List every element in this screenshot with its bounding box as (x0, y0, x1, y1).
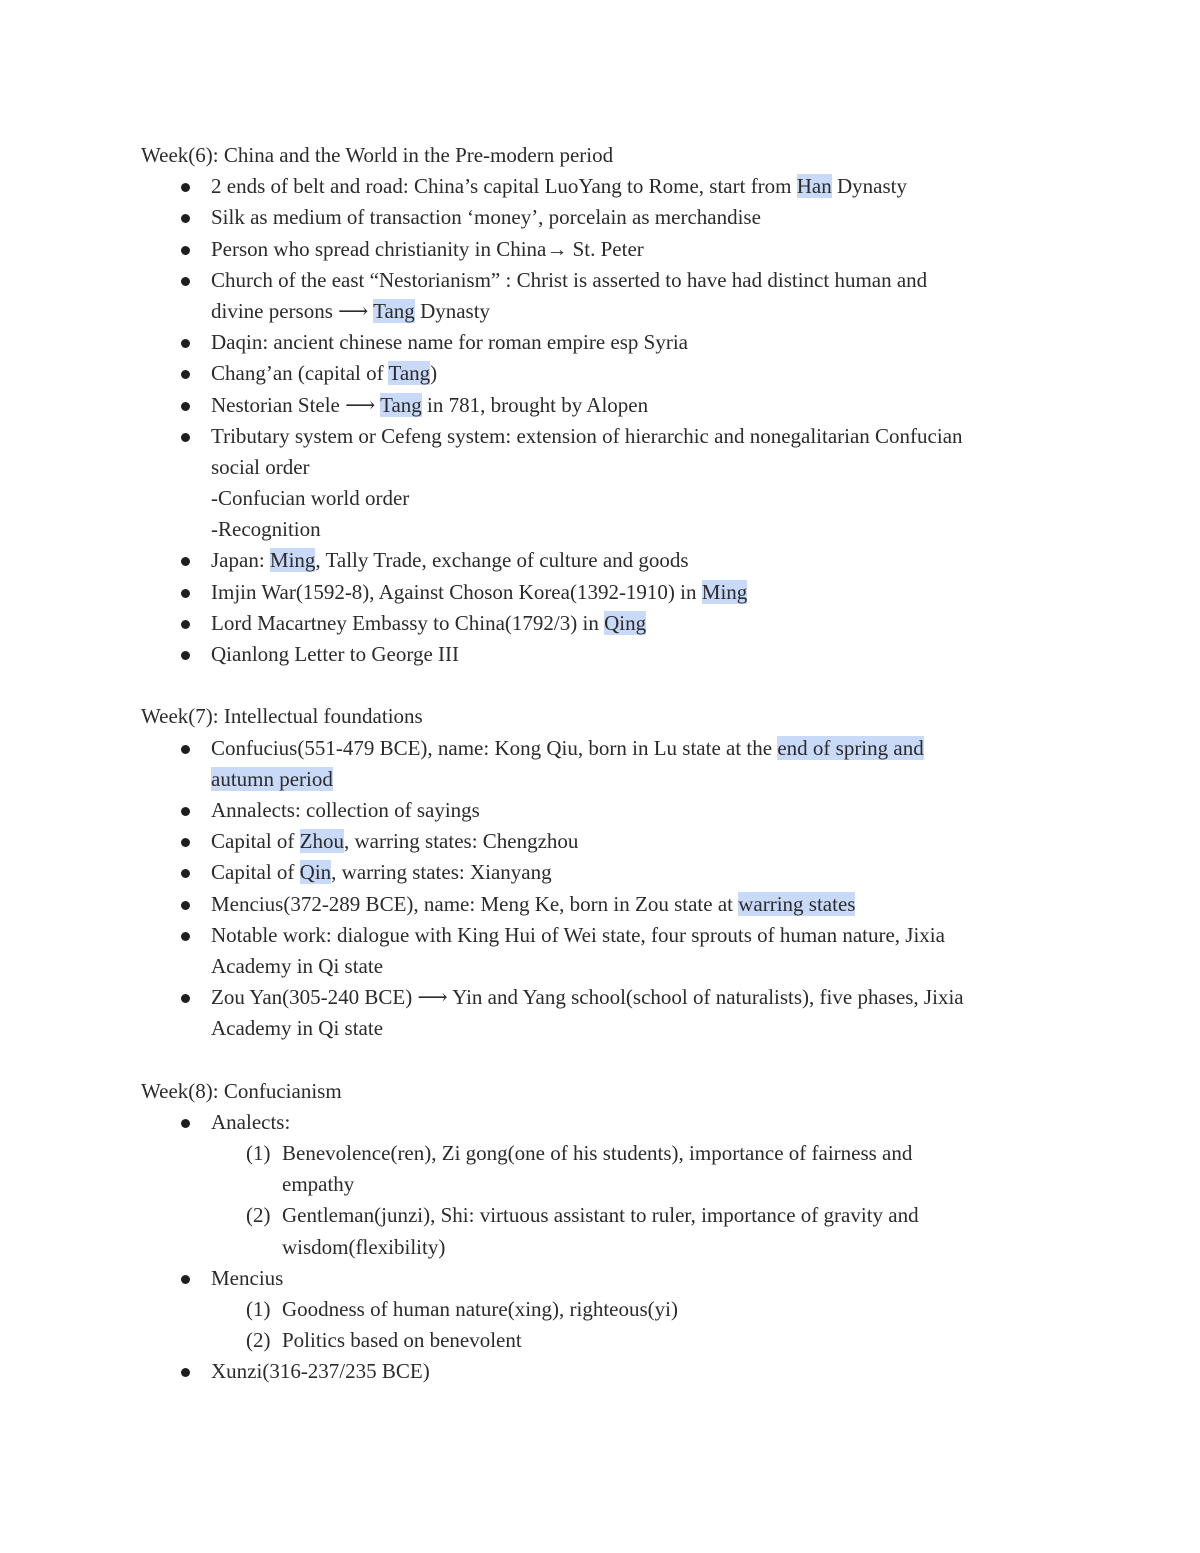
list-item-continuation (141, 296, 1071, 327)
bullet-icon (181, 745, 190, 754)
text-segment: Xunzi(316-237/235 BCE) (211, 1359, 430, 1384)
text-segment: , warring states: Xianyang (331, 860, 552, 885)
bullet-icon (181, 651, 190, 660)
bullet-icon (181, 932, 190, 941)
list-item (141, 857, 1071, 888)
item-number: (2) (246, 1203, 271, 1228)
section-spacer (141, 1044, 1071, 1075)
highlighted-text: Zhou (299, 829, 344, 854)
item-text: Gentleman(junzi), Shi: virtuous assistant to ruler, importance of gravity and (282, 1203, 919, 1228)
text-segment: Confucius(551-479 BCE), name: Kong Qiu, born in Lu state at the (211, 735, 778, 760)
text-segment: Japan: (211, 548, 270, 573)
numbered-item-continuation (141, 1169, 1071, 1200)
text-segment: Person who spread christianity in China→ St. Peter (211, 236, 644, 261)
bullet-icon (181, 433, 190, 442)
list-item (141, 234, 1071, 265)
list-item-line (141, 733, 1071, 764)
bullet-icon (181, 620, 190, 629)
bullet-icon (181, 869, 190, 878)
text-segment: social order (211, 454, 310, 479)
list-item-line (141, 982, 1071, 1013)
text-segment: Tributary system or Cefeng system: extension of hierarchic and nonegalitarian Confucian (211, 423, 963, 448)
text-segment: Academy in Qi state (211, 1016, 384, 1041)
text-segment: Mencius(372-289 BCE), name: Meng Ke, born in Zou state at (211, 891, 739, 916)
list-item-line (141, 1107, 1071, 1138)
list-item (141, 265, 1071, 327)
list-item-line (141, 390, 1071, 421)
bullet-icon (181, 838, 190, 847)
list-item (141, 889, 1071, 920)
section-heading: Week(7): Intellectual foundations (141, 704, 423, 729)
list-item (141, 608, 1071, 639)
section-heading: Week(6): China and the World in the Pre-modern period (141, 143, 614, 167)
list-item-line (141, 1263, 1071, 1294)
text-segment: Daqin: ancient chinese name for roman empire esp Syria (211, 330, 688, 355)
bullet-icon (181, 807, 190, 816)
numbered-item (141, 1325, 1071, 1356)
item-text: Goodness of human nature(xing), righteous(yi) (282, 1296, 678, 1321)
text-segment: Analects: (211, 1109, 291, 1134)
text-segment: Dynasty (414, 298, 491, 323)
bullet-list (141, 1107, 1071, 1388)
list-item (141, 826, 1071, 857)
list-item-continuation (141, 483, 1071, 514)
text-segment: Church of the east “Nestorianism” : Christ is asserted to have had distinct human and (211, 267, 928, 292)
highlighted-text: Han (796, 174, 832, 199)
list-item (141, 639, 1071, 670)
bullet-icon (181, 183, 190, 192)
bullet-icon (181, 246, 190, 255)
list-item (141, 1263, 1071, 1357)
list-item (141, 982, 1071, 1044)
text-segment: divine persons ⟶ (211, 298, 374, 323)
text-segment: Annalects: collection of sayings (211, 797, 480, 822)
list-item-continuation (141, 1013, 1071, 1044)
list-item-continuation (141, 452, 1071, 483)
text-segment: Imjin War(1592-8), Against Choson Korea(1392-1910) in (211, 579, 702, 604)
section-heading: Week(8): Confucianism (141, 1078, 342, 1103)
list-item-line (141, 171, 1071, 202)
item-text: empathy (282, 1172, 355, 1197)
highlighted-text: Qing (604, 610, 647, 635)
list-item-line (141, 889, 1071, 920)
text-segment: Capital of (211, 829, 300, 854)
bullet-icon (181, 277, 190, 286)
text-segment: ) (430, 361, 438, 386)
text-segment: , warring states: Chengzhou (343, 829, 579, 854)
numbered-item (141, 1294, 1071, 1325)
item-number: (2) (246, 1328, 271, 1353)
bullet-icon (181, 1119, 190, 1128)
text-segment: Qianlong Letter to George III (211, 642, 460, 666)
bullet-icon (181, 339, 190, 348)
highlighted-text: Tang (380, 392, 422, 417)
list-item-line (141, 795, 1071, 826)
text-segment: Mencius (211, 1265, 284, 1290)
text-segment: Notable work: dialogue with King Hui of Wei state, four sprouts of human nature, Jixia (211, 922, 945, 947)
item-text: Benevolence(ren), Zi gong(one of his students), importance of fairness and (282, 1141, 913, 1165)
list-item (141, 202, 1071, 233)
text-segment: 2 ends of belt and road: China’s capital LuoYang to Rome, start from (211, 174, 797, 199)
bullet-list (141, 171, 1071, 670)
highlighted-text: Ming (701, 579, 748, 604)
highlighted-text: Ming (269, 548, 316, 573)
list-item-line (141, 608, 1071, 639)
item-text: Politics based on benevolent (282, 1328, 522, 1353)
text-segment: Nestorian Stele ⟶ (211, 392, 381, 417)
bullet-icon (181, 1368, 190, 1377)
item-number: (1) (246, 1296, 271, 1321)
bullet-icon (181, 370, 190, 379)
list-item (141, 421, 1071, 546)
highlighted-text: Qin (299, 860, 332, 885)
list-item-line (141, 857, 1071, 888)
highlighted-text: Tang (388, 361, 431, 386)
list-item (141, 733, 1071, 795)
list-item-continuation (141, 764, 1071, 795)
list-item-continuation (141, 951, 1071, 982)
bullet-icon (181, 214, 190, 223)
list-item-line (141, 545, 1071, 576)
list-item (141, 327, 1071, 358)
text-segment: -Confucian world order (211, 486, 410, 511)
list-item-line (141, 920, 1071, 951)
list-item-line (141, 358, 1071, 389)
list-item (141, 577, 1071, 608)
list-item-line (141, 202, 1071, 233)
bullet-icon (181, 1275, 190, 1284)
bullet-icon (181, 589, 190, 598)
text-segment: in 781, brought by Alopen (421, 392, 649, 417)
list-item-continuation (141, 514, 1071, 545)
numbered-item (141, 1138, 1071, 1169)
list-item-line (141, 327, 1071, 358)
text-segment: Lord Macartney Embassy to China(1792/3) in (211, 610, 605, 635)
bullet-icon (181, 994, 190, 1003)
bullet-icon (181, 901, 190, 910)
highlighted-text: warring states (738, 891, 856, 916)
list-item (141, 358, 1071, 389)
numbered-item-continuation (141, 1232, 1071, 1263)
list-item-line (141, 577, 1071, 608)
item-text: wisdom(flexibility) (282, 1234, 446, 1259)
text-segment: Chang’an (capital of (211, 361, 389, 386)
section-spacer (141, 670, 1071, 701)
list-item (141, 171, 1071, 202)
text-segment: Academy in Qi state (211, 953, 384, 978)
text-segment: Zou Yan(305-240 BCE) ⟶ Yin and Yang school(school of naturalists), five phases, Jixia (211, 985, 964, 1010)
text-segment: Dynasty (831, 174, 908, 199)
list-item-line (141, 826, 1071, 857)
bullet-list (141, 733, 1071, 1045)
list-item-line (141, 265, 1071, 296)
numbered-item (141, 1200, 1071, 1231)
notes-content (141, 140, 1071, 1388)
list-item (141, 795, 1071, 826)
list-item-line (141, 1356, 1071, 1387)
list-item (141, 1107, 1071, 1263)
highlighted-text: autumn period (211, 766, 333, 791)
list-item-line (141, 421, 1071, 452)
highlighted-text: end of spring and (777, 735, 924, 760)
item-number: (1) (246, 1141, 271, 1165)
text-segment: -Recognition (211, 517, 321, 542)
text-segment: , Tally Trade, exchange of culture and goods (315, 548, 689, 573)
text-segment: Capital of (211, 860, 300, 885)
list-item (141, 390, 1071, 421)
highlighted-text: Tang (373, 298, 415, 323)
list-item (141, 545, 1071, 576)
list-item (141, 1356, 1071, 1387)
list-item-line (141, 234, 1071, 265)
list-item (141, 920, 1071, 982)
bullet-icon (181, 557, 190, 566)
bullet-icon (181, 402, 190, 411)
text-segment: Silk as medium of transaction ‘money’, porcelain as merchandise (211, 205, 761, 230)
list-item-line (141, 639, 1071, 670)
